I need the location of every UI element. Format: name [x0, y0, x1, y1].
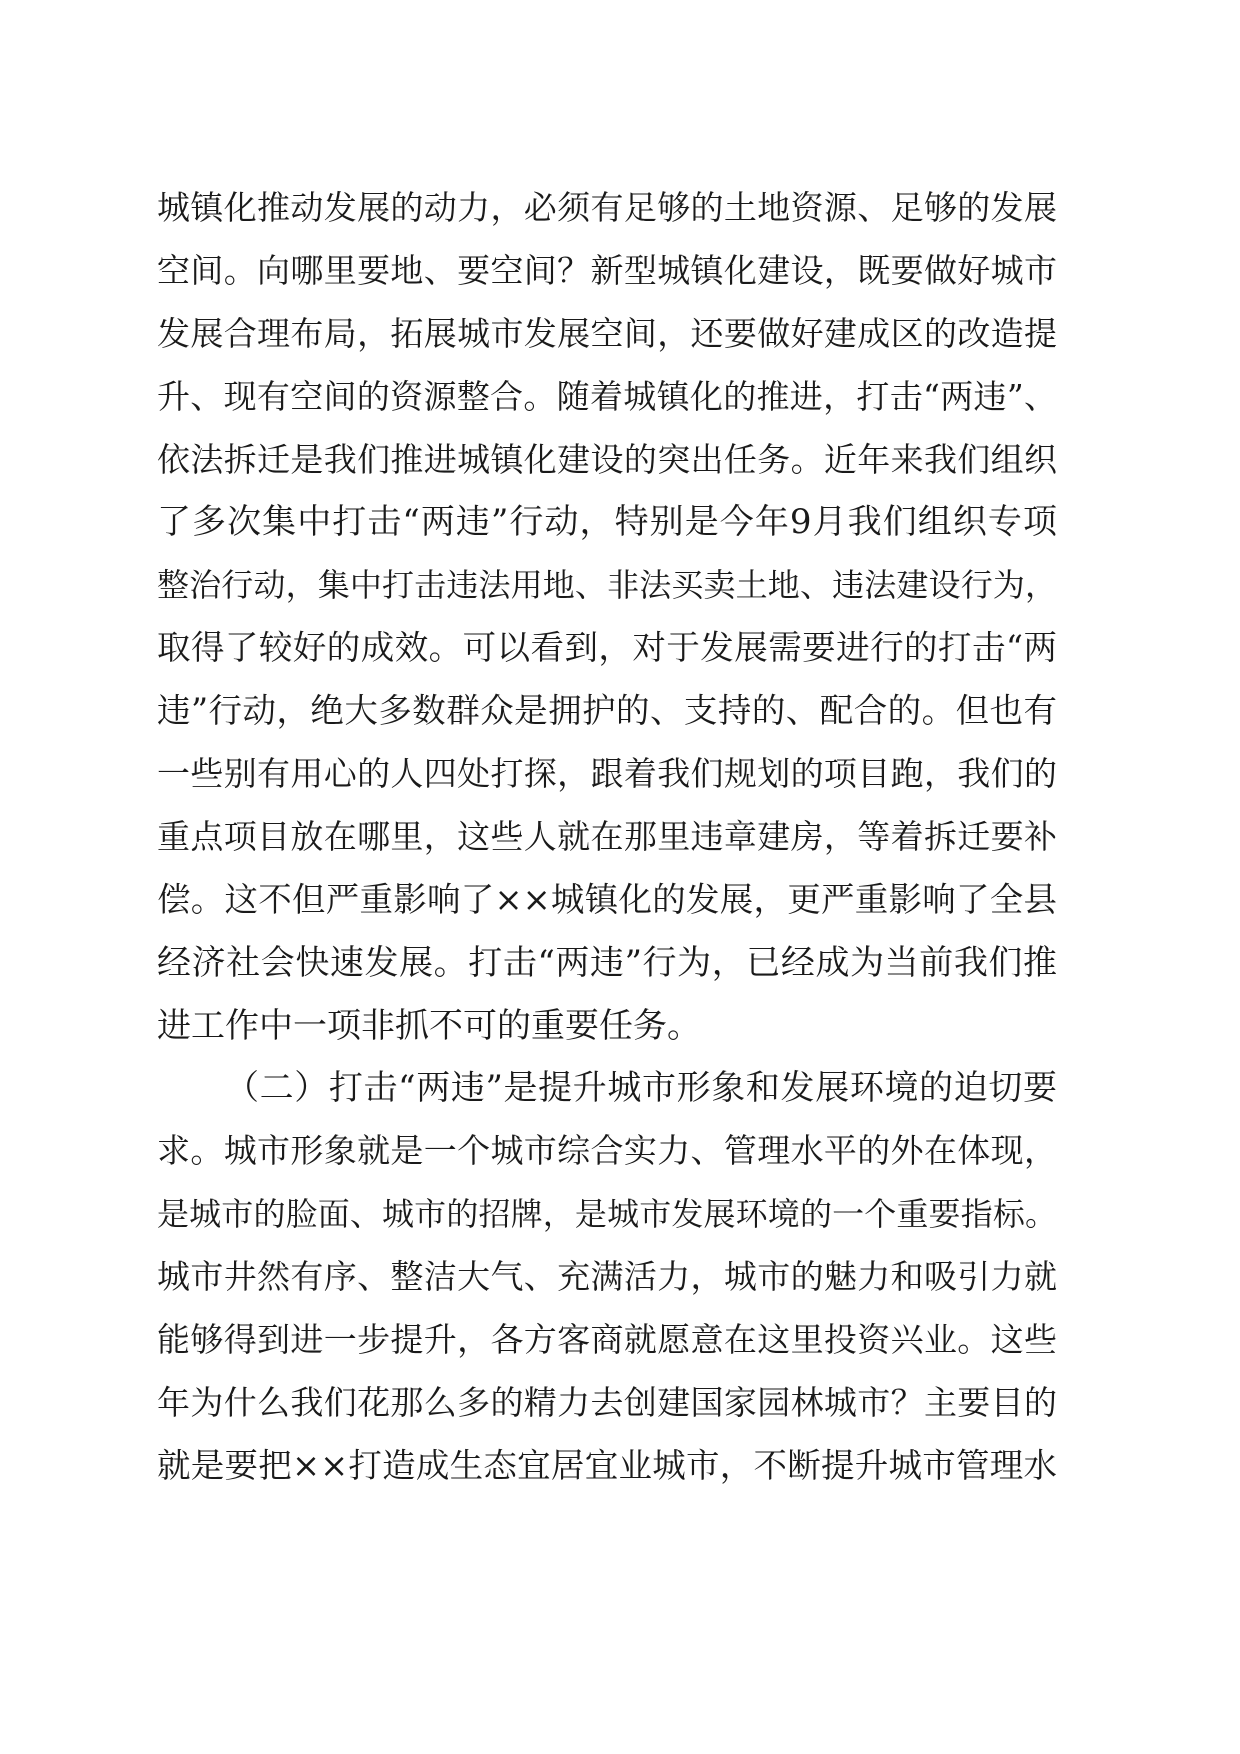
text-line: 城镇化推动发展的动力，必须有足够的土地资源、足够的发展: [157, 188, 1057, 227]
text-line: 一些别有用心的人四处打探，跟着我们规划的项目跑，我们的: [157, 754, 1057, 794]
text-line: 就是要把××打造成生态宜居宜业城市，不断提升城市管理水: [157, 1445, 1057, 1485]
body-text: [157, 188, 1057, 1509]
text-line: 空间。向哪里要地、要空间？新型城镇化建设，既要做好城市: [157, 250, 1057, 290]
text-line: 经济社会快速发展。打击“两违”行为，已经成为当前我们推: [157, 942, 1057, 983]
text-line: 偿。这不但严重影响了××城镇化的发展，更严重影响了全县: [157, 879, 1057, 919]
text-line: 年为什么我们花那么多的精力去创建国家园林城市？主要目的: [157, 1382, 1057, 1422]
text-line: 城市井然有序、整洁大气、充满活力，城市的魅力和吸引力就: [157, 1257, 1057, 1297]
text-line: 求。城市形象就是一个城市综合实力、管理水平的外在体现，: [157, 1131, 1057, 1171]
text-line: 发展合理布局，拓展城市发展空间，还要做好建成区的改造提: [157, 313, 1057, 353]
text-line: 违”行动，绝大多数群众是拥护的、支持的、配合的。但也有: [157, 691, 1057, 731]
text-line: 重点项目放在哪里，这些人就在那里违章建房，等着拆迁要补: [157, 816, 1057, 856]
text-line: 是城市的脸面、城市的招牌，是城市发展环境的一个重要指标。: [157, 1195, 1057, 1234]
text-line: 取得了较好的成效。可以看到，对于发展需要进行的打击“两: [157, 628, 1057, 668]
text-line: （二）打击“两违”是提升城市形象和发展环境的迫切要: [225, 1068, 1057, 1109]
text-line: 升、现有空间的资源整合。随着城镇化的推进，打击“两违”、: [157, 376, 1057, 416]
text-line: 整治行动，集中打击违法用地、非法买卖土地、违法建设行为，: [157, 566, 1057, 605]
text-line: 依法拆迁是我们推进城镇化建设的突出任务。近年来我们组织: [157, 439, 1057, 479]
text-line: 进工作中一项非抓不可的重要任务。: [157, 1005, 701, 1046]
text-line: 能够得到进一步提升，各方客商就愿意在这里投资兴业。这些: [157, 1320, 1057, 1360]
text-line: 了多次集中打击“两违”行动，特别是今年9月我们组织专项: [157, 502, 1057, 543]
